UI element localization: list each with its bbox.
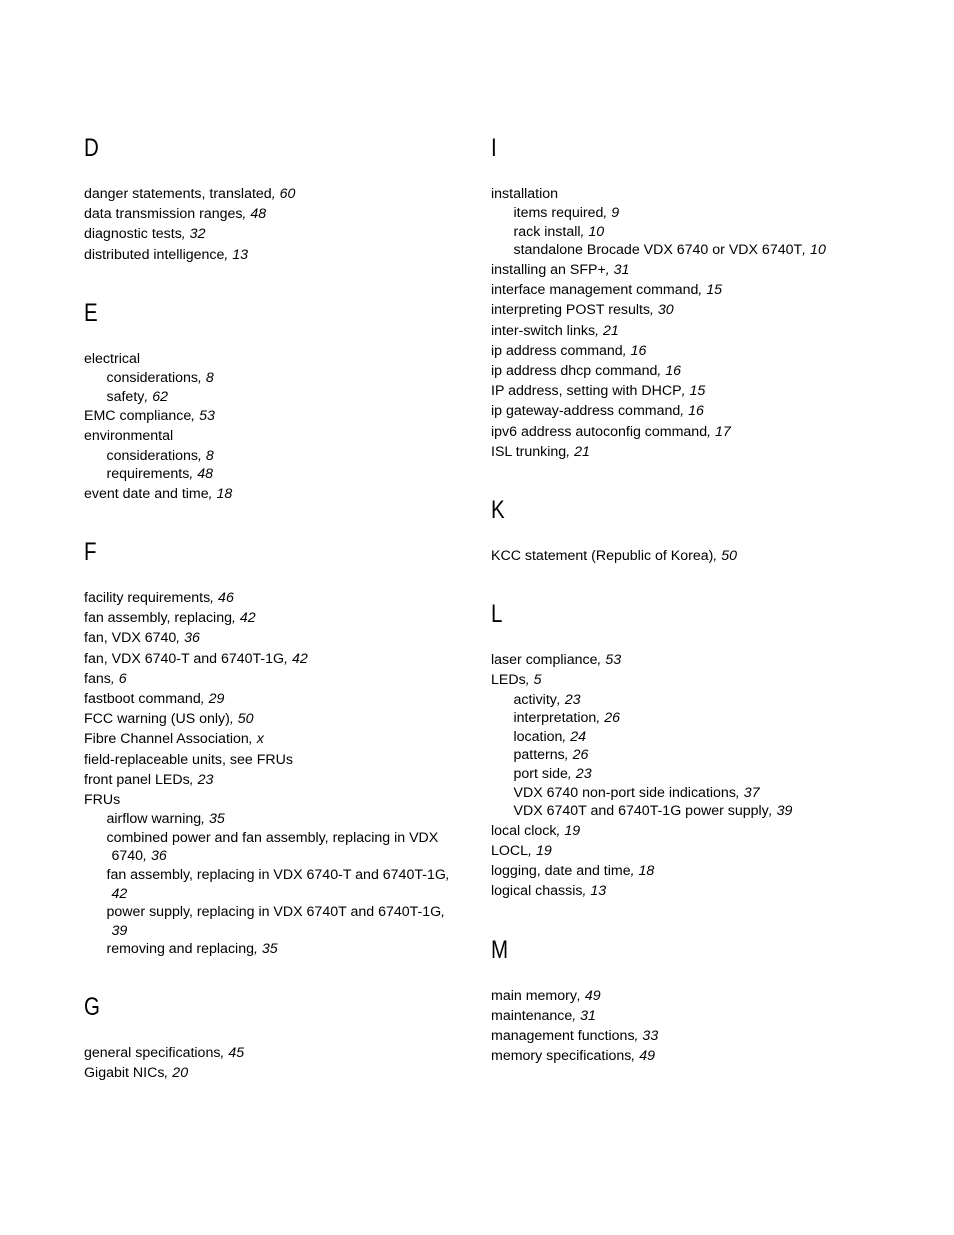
- entry-term: ISL trunking: [491, 443, 567, 460]
- entry-term: safety: [106, 388, 145, 405]
- section-letter: L: [491, 600, 503, 629]
- entry-term: danger statements, translated: [84, 186, 272, 202]
- section-letter: K: [491, 496, 505, 525]
- index-entry: [84, 628, 464, 648]
- entry-term: laser compliance: [491, 652, 598, 669]
- page-reference: , 23: [556, 691, 581, 708]
- index-entry: [84, 709, 464, 729]
- entry-term: main memory: [491, 987, 577, 1004]
- entry-term: IP address, setting with DHCP: [491, 383, 682, 400]
- page-reference: , 31: [572, 1007, 596, 1024]
- page-reference: , 15: [698, 282, 723, 299]
- index-entry: [84, 204, 464, 224]
- page-reference: , 19: [528, 842, 552, 859]
- entry-term: location: [513, 728, 563, 745]
- page-reference: , 46: [210, 590, 234, 606]
- entry-term: considerations: [106, 447, 198, 464]
- section-letter: F: [84, 538, 97, 566]
- page-reference: , 24: [562, 728, 587, 745]
- index-entry: [491, 861, 891, 881]
- page-reference: , 42: [284, 650, 308, 667]
- index-entry: [84, 588, 464, 608]
- page-reference: , 35: [201, 811, 225, 828]
- entry-term: maintenance: [491, 1007, 573, 1024]
- page-reference: , 8: [198, 447, 214, 464]
- index-entry: [491, 986, 891, 1006]
- page-reference: , 53: [597, 652, 622, 669]
- index-subentry: [491, 728, 891, 747]
- section-letter: D: [84, 134, 99, 162]
- page-reference: , 26: [564, 747, 589, 764]
- page-reference: , 21: [595, 322, 619, 339]
- entry-term: data transmission ranges: [84, 206, 243, 223]
- entry-term: memory specifications: [491, 1048, 632, 1065]
- entry-term: installing an SFP+: [491, 261, 606, 278]
- entry-term: installation: [491, 186, 559, 202]
- index-entry: [491, 442, 891, 462]
- page-reference: , 10: [580, 223, 605, 240]
- entry-term: considerations: [106, 370, 198, 387]
- page-reference: , 26: [596, 710, 620, 727]
- entry-term: FRUs: [84, 792, 121, 809]
- entry-term: VDX 6740 non-port side indications: [513, 784, 736, 801]
- index-entry: [491, 670, 891, 690]
- index-entry: [84, 224, 464, 244]
- page-reference: , 48: [189, 466, 213, 483]
- entry-term: KCC statement (Republic of Korea): [491, 548, 714, 565]
- index-entry: [84, 608, 464, 628]
- index-entry: [84, 484, 464, 504]
- entry-term: interpretation: [513, 710, 597, 727]
- index-column-right: [491, 126, 891, 1092]
- index-section-m: [491, 928, 891, 1067]
- index-entry: [491, 821, 891, 841]
- index-subentry: [491, 691, 891, 710]
- page-reference: , 23: [189, 771, 214, 788]
- page-reference: , 36: [143, 848, 167, 865]
- entry-term: ip gateway-address command: [491, 403, 681, 420]
- index-entry: [84, 406, 464, 426]
- entry-term: general specifications: [84, 1044, 221, 1061]
- entry-term: front panel LEDs: [84, 771, 190, 788]
- index-entry: [491, 184, 891, 204]
- index-section-g: [84, 985, 464, 1083]
- page-reference: , 13: [582, 883, 607, 900]
- index-entry: [491, 280, 891, 300]
- index-subentry: [84, 388, 464, 407]
- index-subentry: [491, 709, 891, 728]
- page-reference: , 13: [224, 246, 249, 263]
- index-entry: [491, 300, 891, 320]
- index-entry: [491, 1046, 891, 1066]
- entry-term: management functions: [491, 1028, 635, 1044]
- page-reference: , 36: [176, 630, 200, 647]
- entry-term: ip address dhcp command: [491, 363, 658, 379]
- page-reference: , 20: [164, 1065, 189, 1082]
- index-entry: [84, 426, 464, 446]
- entry-continuation: [107, 885, 465, 904]
- entry-term: LEDs: [491, 672, 526, 689]
- entry-term: local clock: [491, 822, 557, 839]
- entry-term: standalone Brocade VDX 6740 or VDX 6740T: [513, 242, 803, 259]
- page-reference: , 53: [191, 408, 215, 425]
- index-section-f: [84, 530, 464, 959]
- page-reference: , 17: [707, 423, 731, 440]
- index-subentry: [491, 784, 891, 803]
- section-letter: I: [491, 134, 497, 162]
- index-entry: [491, 260, 891, 280]
- index-subentry: [84, 829, 464, 866]
- index-entry: [84, 729, 464, 749]
- index-entry: [84, 669, 464, 689]
- index-entry: [84, 1063, 464, 1083]
- index-entry: [84, 750, 464, 770]
- entry-continuation: [107, 922, 465, 941]
- page-reference: , 35: [253, 941, 278, 958]
- page-reference: , 32: [181, 226, 206, 243]
- page-reference: , 49: [576, 987, 601, 1004]
- entry-term: combined power and fan assembly, replacing in VDX: [106, 829, 439, 846]
- entry-term: activity: [513, 691, 557, 708]
- entry-term: fastboot command: [84, 691, 201, 708]
- page-reference: , 50: [713, 548, 738, 565]
- page-reference: , 45: [220, 1044, 245, 1061]
- entry-term: interface management command: [491, 282, 699, 299]
- entry-term: fan, VDX 6740: [84, 630, 177, 647]
- index-column-left: [84, 126, 464, 1109]
- page-reference: , 39: [768, 803, 793, 820]
- index-subentry: [491, 746, 891, 765]
- entry-term: fan assembly, replacing in VDX 6740-T and 6740T-1G,: [106, 867, 450, 884]
- page-reference: , 18: [630, 863, 655, 880]
- index-entry: [491, 650, 891, 670]
- index-entry: [491, 1006, 891, 1026]
- entry-term: fan, VDX 6740-T and 6740T-1G: [84, 650, 285, 667]
- page-reference: , 37: [735, 784, 760, 801]
- entry-term: port side: [513, 766, 568, 782]
- entry-term: LOCL: [491, 842, 529, 859]
- index-section-d: [84, 126, 464, 265]
- entry-term: removing and replacing: [106, 941, 254, 958]
- entry-term: logging, date and time: [491, 863, 631, 880]
- entry-term: electrical: [84, 350, 140, 367]
- page-reference: , 8: [198, 370, 214, 387]
- index-entry: [491, 881, 891, 901]
- entry-continuation: 6740, 36: [111, 848, 167, 865]
- entry-term: requirements: [106, 466, 190, 483]
- index-entry: [84, 245, 464, 265]
- index-subentry: [84, 903, 464, 940]
- entry-term: FCC warning (US only): [84, 711, 230, 728]
- page-reference: , 49: [631, 1048, 656, 1065]
- page-reference: , 21: [566, 443, 590, 460]
- section-letter: E: [84, 298, 98, 327]
- index-section-l: [491, 592, 891, 901]
- index-entry: [491, 361, 891, 381]
- entry-term: field-replaceable units, see FRUs: [84, 751, 293, 768]
- entry-term: airflow warning: [106, 811, 202, 828]
- page-reference: , 33: [634, 1028, 659, 1044]
- index-entry: [84, 689, 464, 709]
- index-subentry: [84, 810, 464, 829]
- entry-term: Gigabit NICs: [84, 1065, 165, 1082]
- index-section-k: [491, 488, 891, 566]
- index-subentry: [84, 940, 464, 959]
- entry-term: fans: [84, 670, 111, 687]
- page-reference: , 30: [650, 302, 674, 319]
- index-entry: [84, 349, 464, 369]
- index-subentry: [491, 765, 891, 784]
- index-entry: [491, 381, 891, 401]
- index-subentry: [84, 866, 464, 903]
- entry-term: fan assembly, replacing: [84, 610, 232, 627]
- section-letter: G: [84, 992, 100, 1021]
- index-subentry: [84, 447, 464, 466]
- entry-term: power supply, replacing in VDX 6740T and 6740T-1G,: [106, 904, 446, 921]
- index-subentry: [84, 465, 464, 484]
- page-reference: , 10: [802, 242, 826, 259]
- page-reference: , 9: [603, 205, 620, 222]
- index-subentry: [84, 369, 464, 388]
- entry-term: interpreting POST results: [491, 302, 651, 319]
- index-subentry: [491, 204, 891, 223]
- entry-term: patterns: [513, 747, 565, 764]
- page-reference: , 62: [144, 388, 169, 405]
- page-reference: , 31: [605, 261, 630, 278]
- page-reference: , 42: [232, 610, 256, 627]
- entry-term: inter-switch links: [491, 322, 596, 339]
- entry-term: facility requirements: [84, 590, 211, 606]
- page-reference: 42: [111, 885, 128, 902]
- index-subentry: [491, 241, 891, 260]
- page-reference: , 6: [110, 670, 127, 687]
- entry-term: diagnostic tests: [84, 226, 182, 243]
- page-reference: , 5: [525, 672, 542, 689]
- page-reference: , 48: [242, 206, 267, 223]
- index-section-e: [84, 291, 464, 504]
- index-entry: [491, 341, 891, 361]
- index-entry: [491, 321, 891, 341]
- page-reference: , 50: [229, 711, 254, 728]
- entry-term: ip address command: [491, 342, 623, 359]
- index-entry: [84, 1043, 464, 1063]
- page-reference: , x: [248, 731, 264, 748]
- page-reference: 39: [111, 922, 128, 939]
- entry-term: rack install: [513, 223, 581, 240]
- entry-term: distributed intelligence: [84, 246, 225, 263]
- entry-term: logical chassis: [491, 883, 583, 900]
- entry-term: environmental: [84, 428, 174, 445]
- entry-term: items required: [513, 205, 604, 222]
- index-subentry: [491, 223, 891, 242]
- index-entry: [84, 790, 464, 810]
- index-entry: [84, 770, 464, 790]
- index-entry: [84, 649, 464, 669]
- page-reference: , 16: [657, 363, 682, 379]
- entry-term: EMC compliance: [84, 408, 192, 425]
- index-subentry: [491, 802, 891, 821]
- entry-term: event date and time: [84, 485, 209, 502]
- page-reference: , 16: [622, 342, 647, 359]
- section-letter: M: [491, 935, 509, 964]
- page-reference: , 16: [680, 403, 704, 420]
- index-entry: [491, 546, 891, 566]
- index-entry: [491, 422, 891, 442]
- entry-term: ipv6 address autoconfig command: [491, 423, 708, 440]
- page-reference: , 23: [567, 766, 592, 782]
- index-entry: [84, 184, 464, 204]
- index-section-i: [491, 126, 891, 462]
- page-reference: , 15: [681, 383, 706, 400]
- index-entry: [491, 401, 891, 421]
- page-reference: , 29: [200, 691, 225, 708]
- page-reference: , 18: [208, 485, 233, 502]
- index-entry: [491, 841, 891, 861]
- entry-term: VDX 6740T and 6740T-1G power supply: [513, 803, 769, 820]
- index-entry: [491, 1026, 891, 1046]
- entry-term: Fibre Channel Association: [84, 731, 249, 748]
- page-reference: , 60: [271, 186, 296, 202]
- page-reference: , 19: [556, 822, 581, 839]
